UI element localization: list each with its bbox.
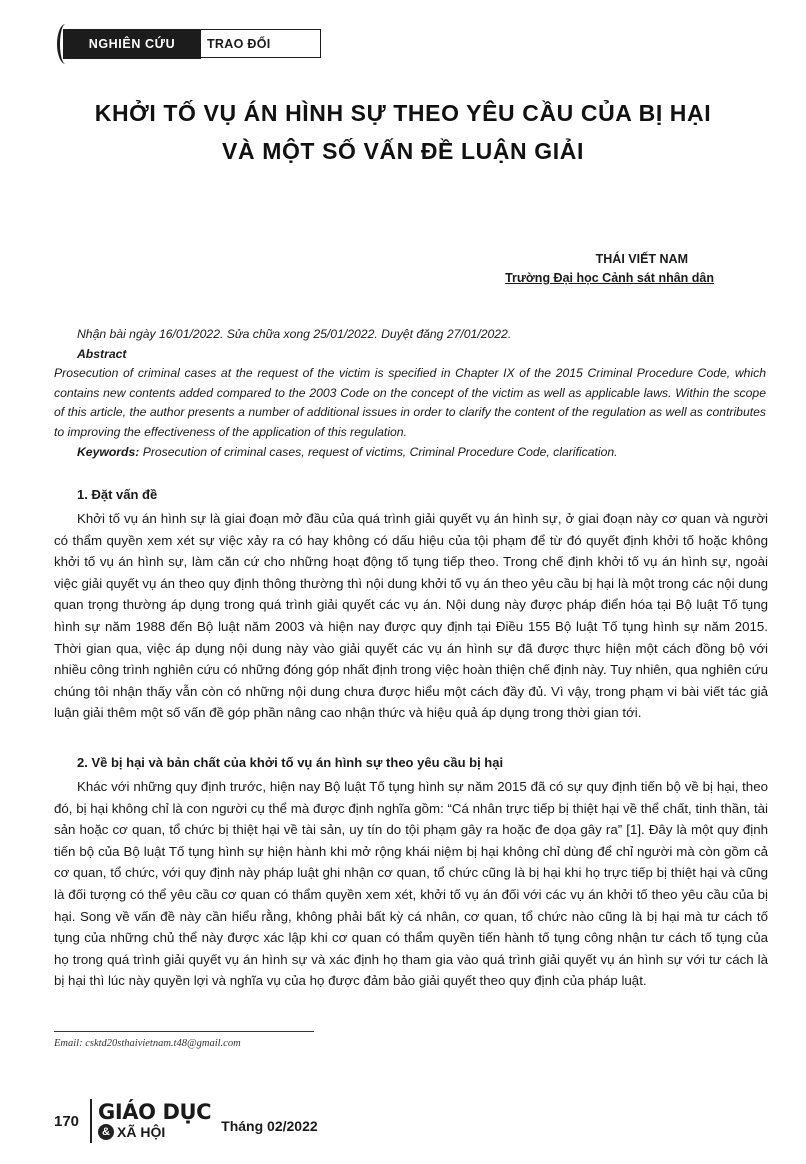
section-2-body <box>54 776 768 992</box>
article-title-line-1: KHỞI TỐ VỤ ÁN HÌNH SỰ THEO YÊU CẦU CỦA BỊ HẠI <box>94 100 712 126</box>
section-tag-primary <box>63 29 201 59</box>
keywords-label: Keywords: <box>77 444 140 459</box>
submission-dates: Nhận bài ngày 16/01/2022. Sửa chữa xong 25/01/2022. Duyệt đăng 27/01/2022. <box>77 327 512 341</box>
article-title <box>40 94 766 170</box>
issue-date: Tháng 02/2022 <box>221 1118 318 1134</box>
abstract-heading: Abstract <box>77 346 127 361</box>
section-1-body <box>54 508 768 724</box>
section-1-paragraph: Khởi tố vụ án hình sự là giai đoạn mở đầu của quá trình giải quyết vụ án hình sự, ở giai đoạn này cơ quan và người có thẩm quyền xem xét sự việc xảy ra có hay không có dấu hiệu của tội phạm để từ đó quyết định khởi tố hoặc không khởi tố vụ án hình sự, làm căn cứ cho những hoạt động tố tụng tiếp theo. Trong chế định khởi tố vụ án hình sự, ngoài việc giải quyết vụ án theo quy định thông thường thì nội dung khởi tố vụ án theo yêu cầu bị hại là một trong các nội dung quan trọng thường áp dụng trong quá trình giải quyết các vụ án. Nội dung này được pháp điển hóa tại Bộ luật Tố tụng hình sự năm 1988 đến Bộ luật năm 2003 và hiện nay được quy định tại Điều 155 Bộ luật Tố tụng hình sự năm 2015. Thời gian qua, việc áp dụng nội dung này vào giải quyết các vụ án hình sự đã được thực hiện một cách đồng bộ với nhiều công trình nghiên cứu có những đóng góp nhất định trong việc hoàn thiện chế định này. Tuy nhiên, qua nghiên cứu chúng tôi nhận thấy vẫn còn có những nội dung chưa được hiểu một cách đầy đủ. Vì vậy, trong phạm vi bài viết tác giả luận giải thêm một số vấn đề góp phần nâng cao nhận thức và hiệu quả áp dụng trong thời gian tới. <box>54 511 768 721</box>
keywords-text: Prosecution of criminal cases, request of victims, Criminal Procedure Code, clarification. <box>139 444 618 459</box>
abstract-block <box>54 325 766 462</box>
section-tag-primary-label: NGHIÊN CỨU <box>88 37 176 51</box>
ampersand-badge-icon: & <box>98 1124 114 1140</box>
section-1-heading: 1. Đặt vấn đề <box>77 487 158 502</box>
section-2-paragraph: Khác với những quy định trước, hiện nay Bộ luật Tố tụng hình sự năm 2015 đã có sự quy định tiến bộ về bị hại, theo đó, bị hại không chỉ là con người cụ thể mà được định nghĩa gồm: “Cá nhân trực tiếp bị thiệt hại về thể chất, tinh thần, tài sản hoặc cơ quan, tổ chức bị thiệt hại về tài sản, uy tín do tội phạm gây ra hoặc đe dọa gây ra” [1]. Đây là một quy định tiến bộ của Bộ luật Tố tụng hình sự hiện hành khi mở rộng khái niệm bị hại không chỉ dùng để chỉ người mà còn gồm cả cơ quan, tổ chức, với quy định này pháp luật ghi nhận cơ quan, tổ chức cũng là bị hại khi họ trực tiếp bị thiệt hại và cũng là đối tượng có thể yêu cầu cơ quan có thẩm quyền xem xét, khởi tố vụ án đối với các vụ án khởi tố theo yêu cầu của bị hại. Song về vấn đề này cần hiểu rằng, không phải bất kỳ cá nhân, cơ quan, tổ chức nào cũng là bị hại mà tư cách tố tụng của những chủ thể này được xác lập khi cơ quan có thẩm quyền tiến hành tố tụng công nhận tư cách tố tụng của họ trong quá trình giải quyết vụ án hình sự và xác định họ tham gia vào quá trình giải quyết vụ án hình sự với tư cách là bị hại thì lúc này quyền lợi và nghĩa vụ của họ được đảm bảo giải quyết theo quy định của pháp luật. <box>54 779 768 989</box>
author-name: THÁI VIẾT NAM <box>595 252 688 266</box>
journal-logo-bottom: XÃ HỘI <box>117 1124 166 1140</box>
section-tag <box>63 29 321 59</box>
footnote-divider <box>54 1031 314 1032</box>
section-2-heading: 2. Về bị hại và bản chất của khởi tố vụ án hình sự theo yêu cầu bị hại <box>77 755 504 770</box>
author-block <box>394 250 714 288</box>
journal-logo-top: GIÁO DỤC <box>98 1100 212 1124</box>
article-title-line-2: VÀ MỘT SỐ VẤN ĐỀ LUẬN GIẢI <box>222 138 584 164</box>
abstract-body: Prosecution of criminal cases at the request of the victim is specified in Chapter IX of the 2015 Criminal Procedure Code, which contains new contents added compared to the 2003 Code on the concept of the victim as well as applicable laws. Within the scope of this article, the author presents a number of additional issues in order to clarify the content of the regulation as well as contributes to improving the effectiveness of the application of this regulation. <box>54 366 766 439</box>
keywords-line <box>54 443 766 463</box>
footer-divider <box>90 1099 92 1143</box>
journal-logo <box>98 1102 211 1140</box>
page-footer <box>54 1096 318 1146</box>
journal-logo-bottom-row <box>98 1124 211 1140</box>
page-number: 170 <box>54 1112 80 1130</box>
tag-curl-decoration <box>57 24 74 64</box>
section-tag-secondary: TRAO ĐỔI <box>201 29 321 58</box>
footnote-email: Email: csktd20sthaivietnam.t48@gmail.com <box>54 1038 241 1049</box>
author-affiliation: Trường Đại học Cảnh sát nhân dân <box>505 271 714 285</box>
